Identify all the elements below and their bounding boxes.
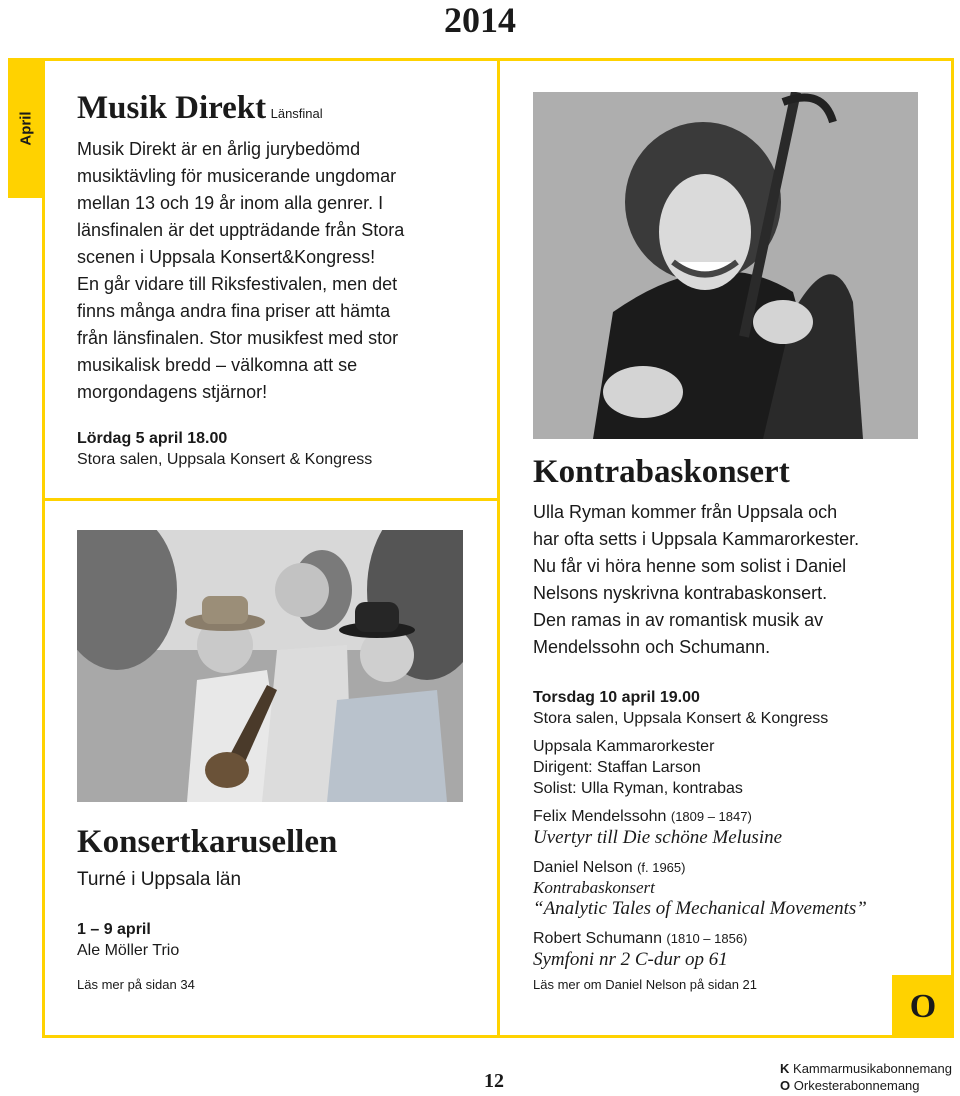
composer-years: (f. 1965) — [637, 860, 686, 875]
kontrabas-program — [533, 806, 943, 971]
body-line: Nu får vi höra henne som solist i Daniel — [533, 556, 847, 576]
kontrabas-credits — [533, 736, 743, 799]
legend-key: K — [780, 1061, 790, 1076]
bass-player-photo — [533, 92, 918, 439]
month-tab — [8, 58, 44, 198]
body-line: mellan 13 och 19 år inom alla genrer. I — [77, 193, 384, 213]
body-line: från länsfinalen. Stor musikfest med stor — [77, 328, 399, 348]
credit-line: Dirigent: Staffan Larson — [533, 759, 701, 776]
body-line: Musik Direkt är en årlig jurybedömd — [77, 139, 361, 159]
body-line: Nelsons nyskrivna kontrabaskonsert. — [533, 583, 828, 603]
konsertkarusellen-more-link[interactable]: Läs mer på sidan 34 — [77, 977, 195, 992]
program-item — [533, 806, 943, 849]
musik-direkt-subtitle: Länsfinal — [270, 106, 323, 121]
composer-name: Daniel Nelson — [533, 859, 633, 876]
page-number: 12 — [484, 1070, 504, 1092]
konsertkarusellen-subtitle: Turné i Uppsala län — [77, 869, 242, 890]
body-line: Ulla Ryman kommer från Uppsala och — [533, 502, 838, 522]
work-title: Uvertyr till Die schöne Melusine — [533, 827, 783, 848]
series-marker-letter: O — [909, 987, 937, 1025]
body-line: musikalisk bredd – välkomna att se — [77, 355, 358, 375]
musik-direkt-section — [77, 88, 487, 470]
musik-direkt-venue: Stora salen, Uppsala Konsert & Kongress — [77, 451, 373, 468]
body-line: musiktävling för musicerande ungdomar — [77, 166, 397, 186]
composer-name: Felix Mendelssohn — [533, 808, 667, 825]
work-title: “Analytic Tales of Mechanical Movements” — [533, 898, 867, 919]
musik-direkt-body — [77, 136, 487, 406]
legend-key: O — [780, 1078, 791, 1093]
body-line: länsfinalen är det uppträdande från Stora — [77, 220, 405, 240]
body-line: finns många andra fina priser att hämta — [77, 301, 391, 321]
series-marker-box — [892, 975, 954, 1038]
kontrabas-title: Kontrabaskonsert — [533, 454, 790, 490]
konsertkarusellen-date: 1 – 9 april — [77, 921, 151, 938]
body-line: En går vidare till Riksfestivalen, men det — [77, 274, 398, 294]
trio-photo — [77, 530, 463, 802]
month-tab-label: April — [17, 110, 35, 146]
composer-years: (1809 – 1847) — [670, 809, 752, 824]
body-line: scenen i Uppsala Konsert&Kongress! — [77, 247, 376, 267]
legend-item — [780, 1077, 952, 1094]
credit-line: Solist: Ulla Ryman, kontrabas — [533, 780, 743, 797]
program-item — [533, 928, 943, 971]
kontrabas-date: Torsdag 10 april 19.00 — [533, 689, 700, 706]
musik-direkt-date: Lördag 5 april 18.00 — [77, 430, 228, 447]
program-item — [533, 857, 943, 920]
work-title: Kontrabaskonsert — [533, 878, 655, 897]
konsertkarusellen-artist: Ale Möller Trio — [77, 942, 180, 959]
body-line: morgondagens stjärnor! — [77, 382, 268, 402]
kontrabas-venue: Stora salen, Uppsala Konsert & Kongress — [533, 710, 829, 727]
musik-direkt-title: Musik Direkt — [77, 90, 267, 126]
body-line: Den ramas in av romantisk musik av — [533, 610, 824, 630]
year-heading: 2014 — [444, 0, 516, 40]
legend-label: Kammarmusikabonnemang — [793, 1061, 952, 1076]
composer-name: Robert Schumann — [533, 930, 662, 947]
legend-label: Orkesterabonnemang — [793, 1078, 920, 1093]
body-line: Mendelssohn och Schumann. — [533, 637, 771, 657]
kontrabas-body — [533, 499, 943, 661]
credit-line: Uppsala Kammarorkester — [533, 738, 715, 755]
kontrabas-more-link[interactable]: Läs mer om Daniel Nelson på sidan 21 — [533, 977, 758, 992]
legend-item — [780, 1060, 952, 1077]
subscription-legend — [780, 1060, 952, 1094]
body-line: har ofta setts i Uppsala Kammarorkester. — [533, 529, 860, 549]
work-title: Symfoni nr 2 C-dur op 61 — [533, 949, 728, 970]
konsertkarusellen-title: Konsertkarusellen — [77, 824, 338, 860]
composer-years: (1810 – 1856) — [666, 931, 748, 946]
